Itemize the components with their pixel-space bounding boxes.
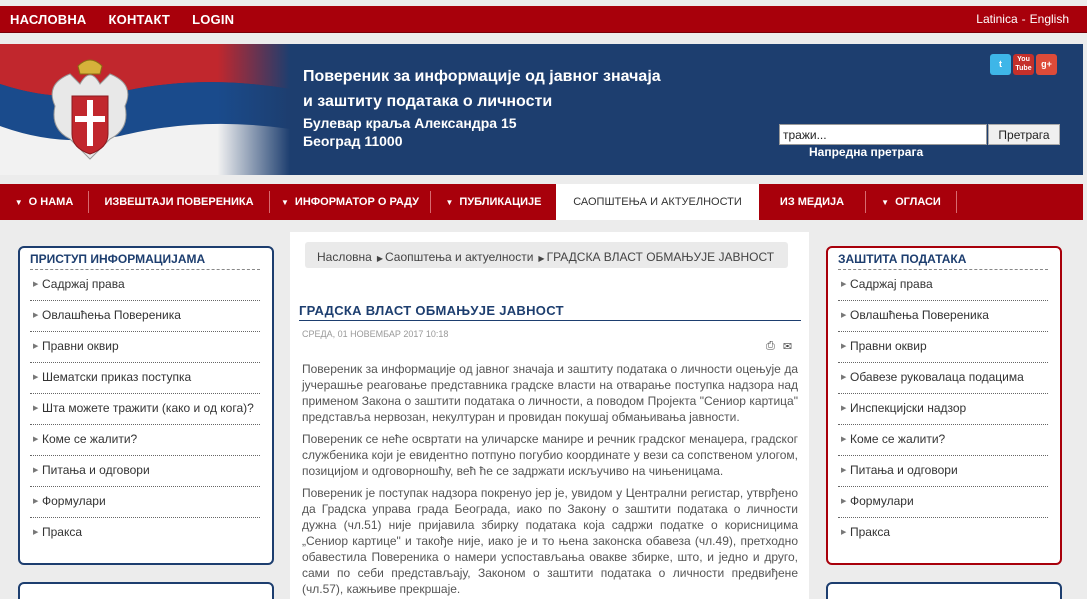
article-tools bbox=[766, 340, 792, 353]
advanced-search-link[interactable]: Напредна претрага bbox=[809, 145, 924, 159]
left-sidebar-item[interactable] bbox=[30, 487, 260, 518]
language-switcher bbox=[976, 12, 1069, 26]
nav-item-label: ИЗВЕШТАЈИ ПОВЕРЕНИКА bbox=[104, 196, 254, 208]
bullet-triangle-icon: ▶ bbox=[841, 343, 847, 350]
address-line2: Београд 11000 bbox=[303, 133, 403, 149]
article-paragraph: Повереник за информације од јавног значаја и заштиту података о личности оцењује да јучерашње реаговање представника градске власти на отварање поступка надзора над применом Закона о заштити података о личности, а поводом Пројекта "Сениор картица" представља нервозан, некултуран и провидан покушај обмањивања јавности. bbox=[302, 362, 798, 424]
bullet-triangle-icon: ▶ bbox=[841, 529, 847, 536]
social-links bbox=[990, 54, 1057, 75]
serbian-flag-coat-of-arms-image[interactable] bbox=[0, 44, 290, 175]
email-icon[interactable]: ✉ bbox=[782, 341, 793, 353]
google-plus-icon[interactable]: g+ bbox=[1036, 54, 1057, 75]
bullet-triangle-icon: ▶ bbox=[33, 374, 39, 381]
right-sidebar-item[interactable] bbox=[838, 456, 1048, 487]
left-sidebar-list bbox=[30, 270, 260, 549]
left-sidebar-item-label: Шта можете тражити (како и од кога)? bbox=[42, 401, 254, 415]
right-sidebar-item-label: Инспекцијски надзор bbox=[850, 401, 967, 415]
article-date: СРЕДА, 01 НОВЕМБАР 2017 10:18 bbox=[302, 329, 449, 339]
right-sidebar-item-label: Формулари bbox=[850, 494, 914, 508]
top-nav-contact-link[interactable]: КОНТАКТ bbox=[108, 12, 171, 27]
left-sidebar-item[interactable] bbox=[30, 301, 260, 332]
breadcrumb-arrow-icon: ▶ bbox=[376, 254, 383, 263]
top-nav bbox=[10, 12, 234, 27]
print-icon[interactable]: ⎙ bbox=[766, 340, 775, 352]
right-sidebar-data-protection bbox=[826, 246, 1062, 565]
left-sidebar-item-label: Пракса bbox=[42, 525, 83, 539]
breadcrumb bbox=[305, 242, 788, 268]
nav-item-label: ОГЛАСИ bbox=[895, 196, 941, 208]
english-link[interactable]: English bbox=[1029, 12, 1069, 26]
bullet-triangle-icon: ▶ bbox=[841, 405, 847, 412]
left-sidebar-item-label: Овлашћења Повереника bbox=[42, 308, 181, 322]
right-sidebar-item-label: Овлашћења Повереника bbox=[850, 308, 989, 322]
article-title: ГРАДСКА ВЛАСТ ОБМАЊУЈЕ ЈАВНОСТ bbox=[299, 303, 801, 321]
nav-item-media[interactable] bbox=[759, 184, 865, 220]
nav-item-announcements[interactable] bbox=[556, 184, 759, 220]
left-sidebar-item[interactable] bbox=[30, 270, 260, 301]
nav-item-label: САОПШТЕЊА И АКТУЕЛНОСТИ bbox=[573, 196, 742, 208]
bullet-triangle-icon: ▶ bbox=[33, 529, 39, 536]
breadcrumb-arrow-icon: ▶ bbox=[538, 254, 545, 263]
chevron-down-icon: ▼ bbox=[445, 198, 454, 207]
right-sidebar-item[interactable] bbox=[838, 487, 1048, 518]
nav-item-label: О НАМА bbox=[28, 196, 74, 208]
nav-item-label: ИНФОРМАТОР О РАДУ bbox=[294, 196, 419, 208]
nav-item-label: ПУБЛИКАЦИЈЕ bbox=[459, 196, 542, 208]
site-title bbox=[303, 64, 723, 114]
left-sidebar-item-label: Коме се жалити? bbox=[42, 432, 138, 446]
bullet-triangle-icon: ▶ bbox=[841, 498, 847, 505]
left-sidebar-item-label: Садржај права bbox=[42, 277, 125, 291]
bullet-triangle-icon: ▶ bbox=[841, 312, 847, 319]
breadcrumb-home-link[interactable]: Насловна bbox=[317, 250, 372, 264]
search-button[interactable]: Претрага bbox=[988, 124, 1060, 145]
left-sidebar-access-info bbox=[18, 246, 274, 565]
left-sidebar-item[interactable] bbox=[30, 394, 260, 425]
left-sidebar-title: ПРИСТУП ИНФОРМАЦИЈАМА bbox=[30, 252, 260, 270]
bullet-triangle-icon: ▶ bbox=[33, 312, 39, 319]
nav-item-label: ИЗ МЕДИЈА bbox=[779, 196, 845, 208]
nav-item-informator[interactable] bbox=[270, 184, 430, 220]
nav-item-about[interactable] bbox=[0, 184, 88, 220]
left-sidebar-item-label: Питања и одговори bbox=[42, 463, 150, 477]
top-bar bbox=[0, 6, 1087, 33]
article-paragraph: Повереник је поступак надзора покренуо јер је, увидом у Централни регистар, утврђено да Градска управа града Београда, иако по Закону о заштити података о личности дужна (чл.51) није пријавила збирку података која садржи податке о корисницима „Сениор картице" и такође није, иако је и то њена законска обавеза (чл.49), претходно обавестила Повереника о намери успостављања овакве збирке, што, и једно и друго, сами по себи представљају, Законом о заштити података о личности предвиђене (чл.57), кажњиве прекршаје. bbox=[302, 486, 798, 596]
bullet-triangle-icon: ▶ bbox=[33, 467, 39, 474]
site-title-line2: и заштиту података о личности bbox=[303, 93, 553, 110]
left-sidebar-item[interactable] bbox=[30, 332, 260, 363]
nav-item-ads[interactable] bbox=[866, 184, 956, 220]
bullet-triangle-icon: ▶ bbox=[841, 436, 847, 443]
left-sidebar-item-label: Формулари bbox=[42, 494, 106, 508]
right-sidebar-item-label: Садржај права bbox=[850, 277, 933, 291]
left-sidebar-item[interactable] bbox=[30, 425, 260, 456]
breadcrumb-current: ГРАДСКА ВЛАСТ ОБМАЊУЈЕ ЈАВНОСТ bbox=[546, 250, 775, 264]
search-input[interactable] bbox=[779, 124, 987, 145]
right-sidebar-item[interactable] bbox=[838, 518, 1048, 549]
bullet-triangle-icon: ▶ bbox=[33, 343, 39, 350]
right-sidebar-second-box bbox=[826, 582, 1062, 599]
right-sidebar-item[interactable] bbox=[838, 301, 1048, 332]
right-sidebar-item-label: Коме се жалити? bbox=[850, 432, 946, 446]
right-sidebar-item-label: Обавезе руковалаца подацима bbox=[850, 370, 1024, 384]
right-sidebar-item[interactable] bbox=[838, 363, 1048, 394]
bullet-triangle-icon: ▶ bbox=[33, 498, 39, 505]
bullet-triangle-icon: ▶ bbox=[841, 374, 847, 381]
left-sidebar-second-box bbox=[18, 582, 274, 599]
right-sidebar-item-label: Питања и одговори bbox=[850, 463, 958, 477]
article-paragraph: Повереник се неће освртати на уличарске манире и речник градског менаџера, градског службеника који је евидентно потпуно погубио координате у вези са сопственом улогом, позицијом и одговорношћу, већ ће се задржати искључиво на чињеницама. bbox=[302, 432, 798, 478]
top-nav-login-link[interactable]: LOGIN bbox=[192, 12, 235, 27]
bullet-triangle-icon: ▶ bbox=[841, 281, 847, 288]
latinica-link[interactable]: Latinica bbox=[976, 12, 1018, 26]
left-sidebar-item[interactable] bbox=[30, 363, 260, 394]
left-sidebar-item-label: Правни оквир bbox=[42, 339, 119, 353]
nav-divider bbox=[956, 191, 957, 213]
twitter-icon[interactable]: t bbox=[990, 54, 1011, 75]
right-sidebar-item[interactable] bbox=[838, 332, 1048, 363]
nav-item-publications[interactable] bbox=[431, 184, 556, 220]
bullet-triangle-icon: ▶ bbox=[33, 436, 39, 443]
right-sidebar-list bbox=[838, 270, 1048, 549]
bullet-triangle-icon: ▶ bbox=[841, 467, 847, 474]
right-sidebar-item-label: Правни оквир bbox=[850, 339, 927, 353]
lang-separator: - bbox=[1021, 12, 1026, 26]
nav-item-reports[interactable] bbox=[89, 184, 269, 220]
left-sidebar-item[interactable] bbox=[30, 518, 260, 549]
top-nav-home-link[interactable]: НАСЛОВНА bbox=[10, 12, 87, 27]
chevron-down-icon: ▼ bbox=[14, 198, 23, 207]
address-line1: Булевар краља Александра 15 bbox=[303, 115, 517, 131]
site-header bbox=[0, 44, 1083, 175]
left-sidebar-item-label: Шематски приказ поступка bbox=[42, 370, 192, 384]
site-address bbox=[303, 114, 517, 150]
breadcrumb-section-link[interactable]: Саопштења и актуелности bbox=[384, 250, 534, 264]
chevron-down-icon: ▼ bbox=[881, 198, 890, 207]
bullet-triangle-icon: ▶ bbox=[33, 281, 39, 288]
main-nav bbox=[0, 184, 1083, 220]
youtube-icon[interactable]: You Tube bbox=[1013, 54, 1034, 75]
right-sidebar-title: ЗАШТИТА ПОДАТАКА bbox=[838, 252, 1048, 270]
right-sidebar-item[interactable] bbox=[838, 425, 1048, 456]
right-sidebar-item[interactable] bbox=[838, 394, 1048, 425]
right-sidebar-item-label: Пракса bbox=[850, 525, 891, 539]
chevron-down-icon: ▼ bbox=[280, 198, 289, 207]
left-sidebar-item[interactable] bbox=[30, 456, 260, 487]
right-sidebar-item[interactable] bbox=[838, 270, 1048, 301]
main-content bbox=[290, 232, 809, 599]
site-title-line1: Повереник за информације од јавног значаја bbox=[303, 68, 661, 85]
bullet-triangle-icon: ▶ bbox=[33, 405, 39, 412]
